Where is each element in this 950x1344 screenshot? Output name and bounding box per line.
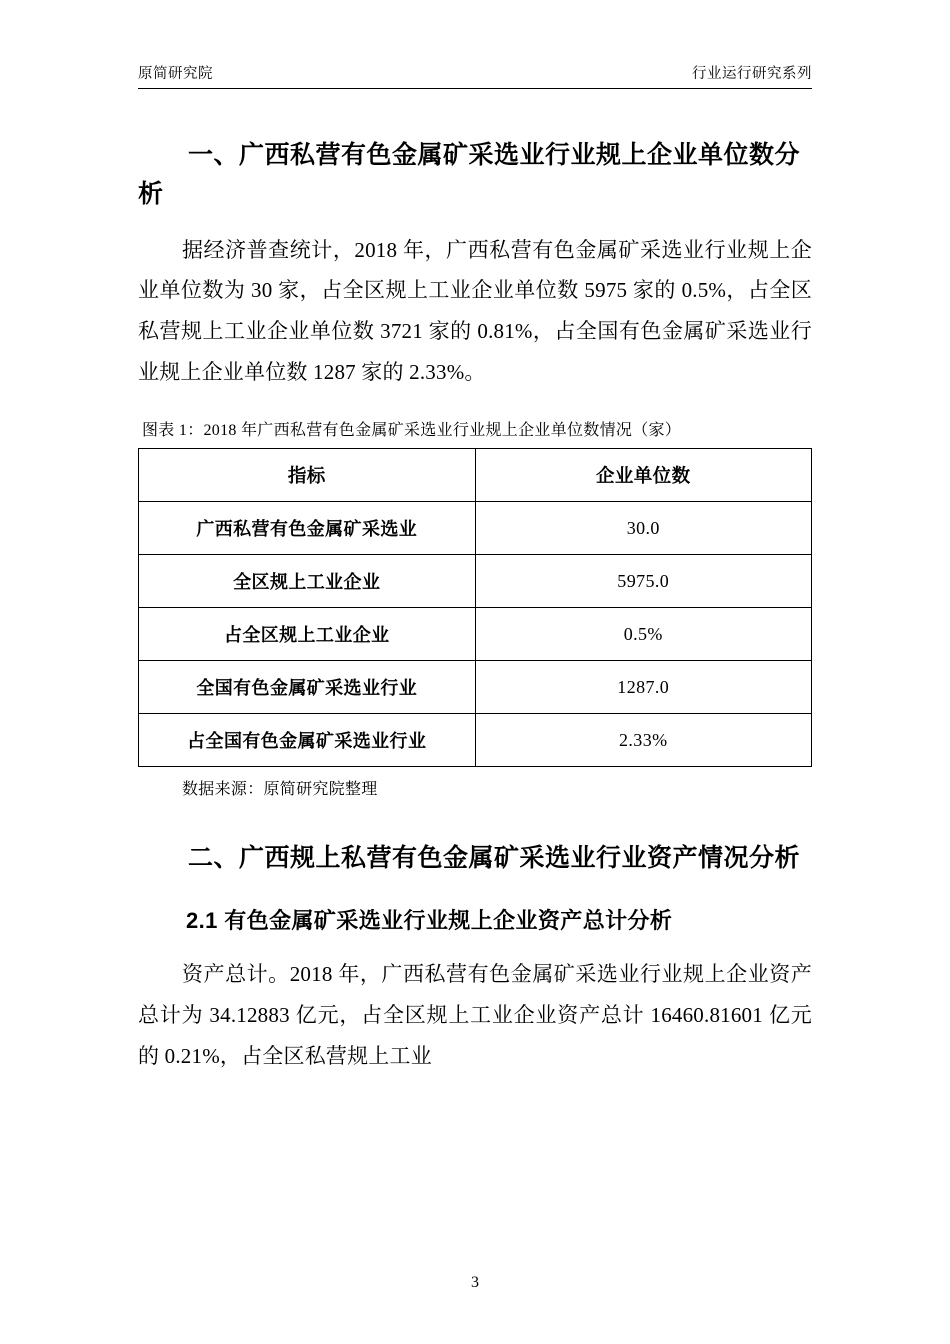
table-cell-label: 广西私营有色金属矿采选业 bbox=[139, 502, 476, 555]
page-number: 3 bbox=[471, 1274, 479, 1291]
table-cell-value: 2.33% bbox=[475, 714, 812, 767]
table-cell-value: 5975.0 bbox=[475, 555, 812, 608]
section-heading-2: 二、广西规上私营有色金属矿采选业行业资产情况分析 bbox=[188, 844, 801, 873]
header-left-text: 原简研究院 bbox=[138, 66, 213, 82]
table-header-cell-value: 企业单位数 bbox=[475, 449, 812, 502]
table-cell-value: 0.5% bbox=[475, 608, 812, 661]
table-row bbox=[139, 608, 812, 661]
header-right-text: 行业运行研究系列 bbox=[692, 66, 812, 82]
table-row bbox=[139, 502, 812, 555]
figure-caption: 图表 1：2018 年广西私营有色金属矿采选业行业规上企业单位数情况（家） bbox=[142, 422, 682, 440]
table-row bbox=[139, 555, 812, 608]
paragraph-1: 据经济普查统计，2018 年，广西私营有色金属矿采选业行业规上企业单位数为 30 家，占全区规上工业企业单位数 5975 家的 0.5%，占全区私营规上工业企业单位数 3721 家的 0.81%，占全国有色金属矿采选业行业规上企业单位数 1287 家的 2.33%。 bbox=[138, 237, 812, 385]
table-cell-value: 30.0 bbox=[475, 502, 812, 555]
enterprise-unit-table bbox=[138, 448, 812, 767]
header-divider bbox=[138, 88, 812, 89]
table-cell-label: 占全国有色金属矿采选业行业 bbox=[139, 714, 476, 767]
table-cell-value: 1287.0 bbox=[475, 661, 812, 714]
paragraph-2: 资产总计。2018 年，广西私营有色金属矿采选业行业规上企业资产总计为 34.12883 亿元，占全区规上工业企业资产总计 16460.81601 亿元的 0.21%，占全区私营规上工业 bbox=[138, 962, 812, 1068]
table-header-row bbox=[139, 449, 812, 502]
table-cell-label: 全国有色金属矿采选业行业 bbox=[139, 661, 476, 714]
data-source-note: 数据来源：原简研究院整理 bbox=[182, 781, 378, 799]
section-heading-2-1: 2.1 有色金属矿采选业行业规上企业资产总计分析 bbox=[186, 908, 673, 933]
section-heading-1: 一、广西私营有色金属矿采选业行业规上企业单位数分析 bbox=[138, 141, 801, 208]
table-cell-label: 全区规上工业企业 bbox=[139, 555, 476, 608]
page-header bbox=[138, 62, 812, 96]
table-row bbox=[139, 661, 812, 714]
table-header-cell-indicator: 指标 bbox=[139, 449, 476, 502]
table-cell-label: 占全区规上工业企业 bbox=[139, 608, 476, 661]
table-row bbox=[139, 714, 812, 767]
header-row bbox=[138, 62, 812, 87]
